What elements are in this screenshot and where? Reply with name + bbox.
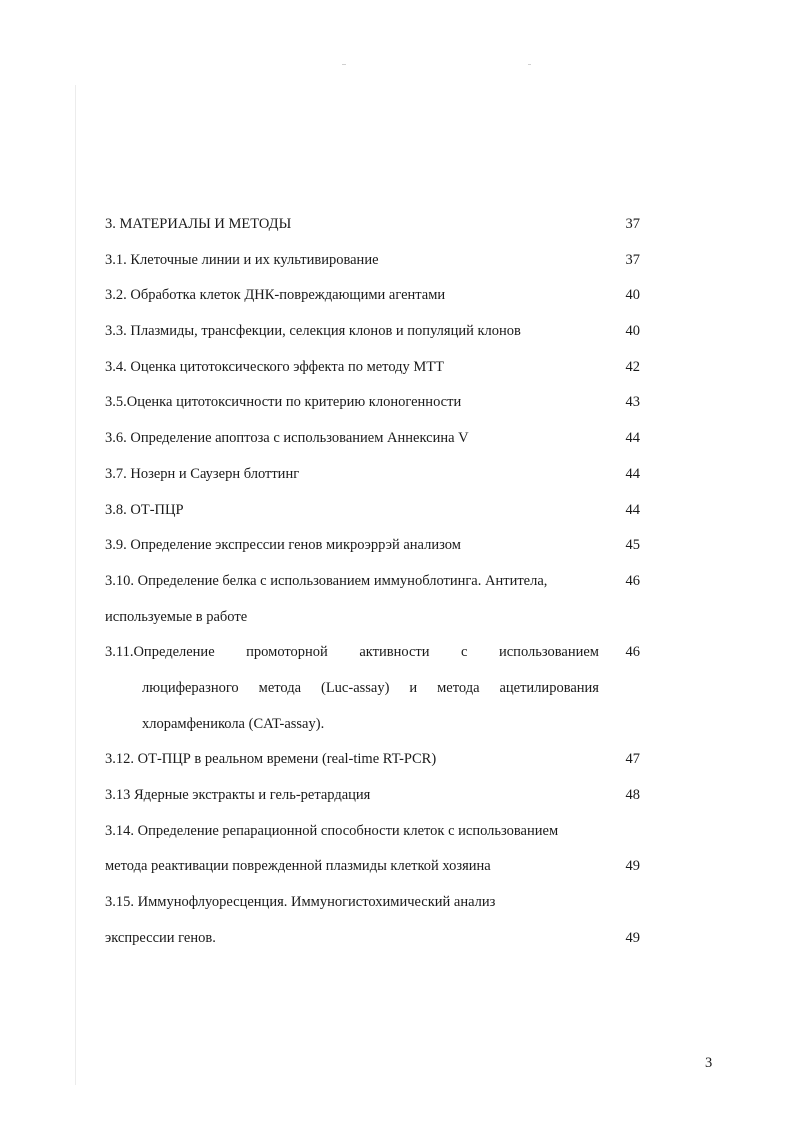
toc-entry-3-14 — [105, 818, 640, 854]
toc-entry-page: 46 — [625, 644, 640, 661]
scan-artifact — [528, 64, 531, 65]
toc-entry-page: 47 — [625, 751, 640, 768]
word: метода — [258, 679, 302, 696]
toc-entry-page: 40 — [625, 323, 640, 340]
toc-entry-page: 45 — [625, 537, 640, 554]
toc-entry-title: 3.9. Определение экспрессии генов микроэррэй анализом — [105, 537, 461, 554]
toc-entry-page: 49 — [625, 858, 640, 875]
toc-entry-page: 44 — [625, 501, 640, 518]
toc-entry-3-11-continued — [105, 675, 640, 711]
toc-entry-title-continued: используемые в работе — [105, 608, 248, 625]
toc-entry-page: 44 — [625, 430, 640, 447]
toc-entry-3-14-continued — [105, 853, 640, 889]
toc-entry-3-15-continued — [105, 925, 640, 961]
toc-entry-title: 3.2. Обработка клеток ДНК-повреждающими агентами — [105, 287, 446, 304]
table-of-contents — [105, 211, 640, 960]
toc-entry — [105, 318, 640, 354]
scan-artifact — [342, 64, 346, 65]
toc-entry-title: 3.4. Оценка цитотоксического эффекта по методу МТТ — [105, 358, 445, 375]
word: и — [409, 679, 418, 696]
toc-entry-title: 3.8. ОТ-ПЦР — [105, 501, 184, 518]
toc-entry-title: 3.15. Иммунофлуоресценция. Иммуногистохимический анализ — [105, 894, 496, 911]
word: промоторной — [246, 644, 328, 661]
toc-entry-title-continued: экспрессии генов. — [105, 929, 216, 946]
toc-entry-title: 3. МАТЕРИАЛЫ И МЕТОДЫ — [105, 216, 292, 232]
toc-entry-title: 3.14. Определение репарационной способности клеток с использованием — [105, 822, 559, 839]
toc-entry-3-15 — [105, 889, 640, 925]
toc-entry-title: 3.7. Нозерн и Саузерн блоттинг — [105, 465, 300, 482]
page-number: 3 — [705, 1055, 713, 1071]
word: (Luc-assay) — [321, 679, 390, 696]
toc-entry — [105, 425, 640, 461]
toc-entry-3-11-continued — [105, 711, 640, 747]
toc-entry-page: 40 — [625, 287, 640, 304]
toc-entry-3-10 — [105, 568, 640, 604]
toc-entry — [105, 461, 640, 497]
word: использованием — [498, 644, 599, 661]
toc-entry — [105, 247, 640, 283]
word: люциферазного — [142, 679, 239, 696]
toc-entry-page: 37 — [625, 251, 640, 268]
toc-entry-page: 44 — [625, 465, 640, 482]
toc-entry-page: 48 — [625, 787, 640, 803]
word: ацетилирования — [499, 679, 599, 696]
toc-entry-title: 3.13 Ядерные экстракты и гель-ретардация — [105, 787, 371, 803]
toc-entry-title — [105, 639, 599, 665]
word: с — [461, 644, 468, 661]
toc-entry-page: 49 — [625, 929, 640, 946]
toc-entry-title-continued: хлорамфеникола (CAT-assay). — [142, 715, 325, 732]
toc-entry-page: 37 — [625, 216, 640, 232]
toc-entry-title: 3.3. Плазмиды, трансфекции, селекция клонов и популяций клонов — [105, 323, 521, 340]
toc-entry-title: 3.6. Определение апоптоза с использованием Аннексина V — [105, 430, 469, 447]
toc-entry — [105, 282, 640, 318]
toc-entry-title: 3.10. Определение белка с использованием иммуноблотинга. Антитела, — [105, 572, 548, 589]
word: 3.11.Определение — [105, 644, 215, 661]
toc-entry-3-11 — [105, 639, 640, 675]
toc-entry — [105, 746, 640, 782]
toc-entry — [105, 782, 640, 818]
toc-entry-title: 3.12. ОТ-ПЦР в реальном времени (real-time RT-PCR) — [105, 751, 437, 768]
toc-entry-title: 3.1. Клеточные линии и их культивирование — [105, 251, 379, 268]
toc-entry-title-continued — [142, 675, 599, 701]
toc-entry-3-10-continued — [105, 604, 640, 640]
toc-entry — [105, 532, 640, 568]
toc-entry — [105, 389, 640, 425]
toc-entry-page: 42 — [625, 358, 640, 375]
word: метода — [437, 679, 480, 696]
toc-entry-page: 46 — [625, 572, 640, 589]
toc-entry-page: 43 — [625, 394, 640, 411]
word: активности — [359, 644, 430, 661]
toc-entry-title: 3.5.Оценка цитотоксичности по критерию клоногенности — [105, 394, 462, 411]
scan-edge — [75, 85, 76, 1085]
toc-entry — [105, 211, 640, 247]
toc-entry-title-continued: метода реактивации поврежденной плазмиды клеткой хозяина — [105, 858, 491, 875]
toc-entry — [105, 497, 640, 533]
toc-entry — [105, 354, 640, 390]
